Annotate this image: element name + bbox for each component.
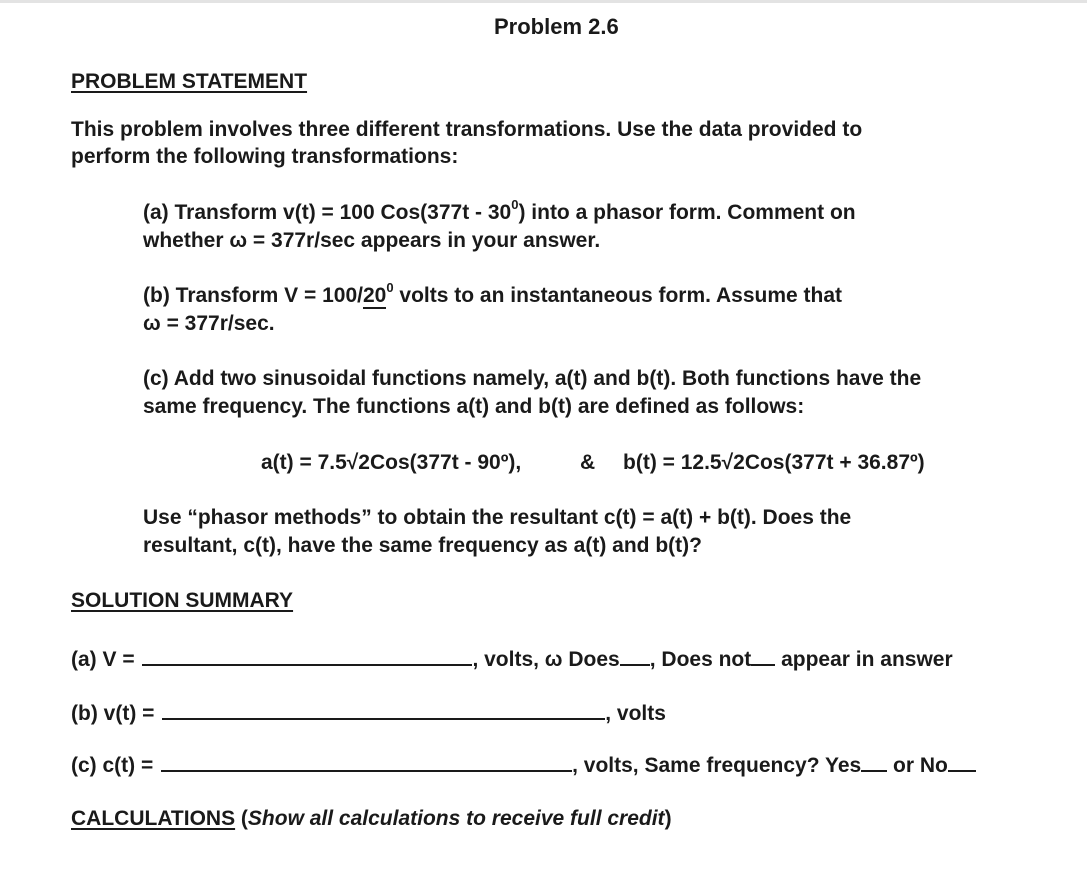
intro-line-2: perform the following transformations: <box>71 145 459 168</box>
answer-a-suffix-3: appear in answer <box>775 648 953 671</box>
phasor-question-line-1: Use “phasor methods” to obtain the resultant c(t) = a(t) + b(t). Does the <box>143 506 852 529</box>
part-b-line-2: ω = 377r/sec. <box>143 312 275 335</box>
solution-summary-heading: SOLUTION SUMMARY <box>71 589 294 612</box>
answer-b-blank[interactable] <box>162 700 605 720</box>
formula-a: a(t) = 7.5√2Cos(377t - 90º), <box>261 451 522 474</box>
intro-line-1: This problem involves three different transformations. Use the data provided to <box>71 118 863 141</box>
calculations-row <box>71 805 672 833</box>
part-b-text-end: volts to an instantaneous form. Assume that <box>393 284 843 307</box>
answer-a-suffix-2: , Does not <box>649 648 752 671</box>
calc-close-paren: ) <box>664 807 672 830</box>
yes-blank[interactable] <box>861 752 887 772</box>
answer-c-suffix-1: , volts, Same frequency? Yes <box>572 754 862 777</box>
part-b-text: (b) Transform V = 100/ <box>143 284 363 307</box>
calc-open-paren: ( <box>235 807 248 830</box>
answer-a-row <box>71 646 953 674</box>
degree-superscript: 0 <box>386 280 394 295</box>
answer-b-suffix: , volts <box>605 702 666 725</box>
no-blank[interactable] <box>948 752 976 772</box>
formula-b: b(t) = 12.5√2Cos(377t + 36.87º) <box>623 451 925 474</box>
answer-a-label: (a) V = <box>71 648 135 671</box>
formula-ampersand: & <box>580 451 596 474</box>
phasor-question-line-2: resultant, c(t), have the same frequency as a(t) and b(t)? <box>143 534 702 557</box>
part-c-line-1: (c) Add two sinusoidal functions namely, a(t) and b(t). Both functions have the <box>143 367 922 390</box>
answer-c-label: (c) c(t) = <box>71 754 154 777</box>
answer-c-suffix-2: or No <box>887 754 948 777</box>
calculations-note: Show all calculations to receive full credit <box>247 807 665 830</box>
answer-b-row <box>71 700 666 728</box>
page-title: Problem 2.6 <box>494 14 619 39</box>
does-not-blank[interactable] <box>751 646 775 666</box>
problem-statement-heading: PROBLEM STATEMENT <box>71 70 308 93</box>
part-a-text-end: ) into a phasor form. Comment on <box>518 201 856 224</box>
part-a-line-2: whether ω = 377r/sec appears in your answer. <box>143 229 601 252</box>
degree-superscript: 0 <box>511 197 519 212</box>
answer-b-label: (b) v(t) = <box>71 702 155 725</box>
answer-c-row <box>71 752 976 780</box>
answer-a-blank[interactable] <box>142 646 472 666</box>
angle-value: 20 <box>363 284 387 307</box>
page-top-border <box>0 0 1087 3</box>
part-b-line-1 <box>143 282 842 310</box>
part-a-line-1 <box>143 199 856 227</box>
does-blank[interactable] <box>620 646 650 666</box>
part-a-text: (a) Transform v(t) = 100 Cos(377t - 30 <box>143 201 512 224</box>
answer-a-suffix-1: , volts, ω Does <box>472 648 620 671</box>
answer-c-blank[interactable] <box>161 752 572 772</box>
part-c-line-2: same frequency. The functions a(t) and b(t) are defined as follows: <box>143 395 805 418</box>
calculations-heading: CALCULATIONS <box>71 807 236 830</box>
